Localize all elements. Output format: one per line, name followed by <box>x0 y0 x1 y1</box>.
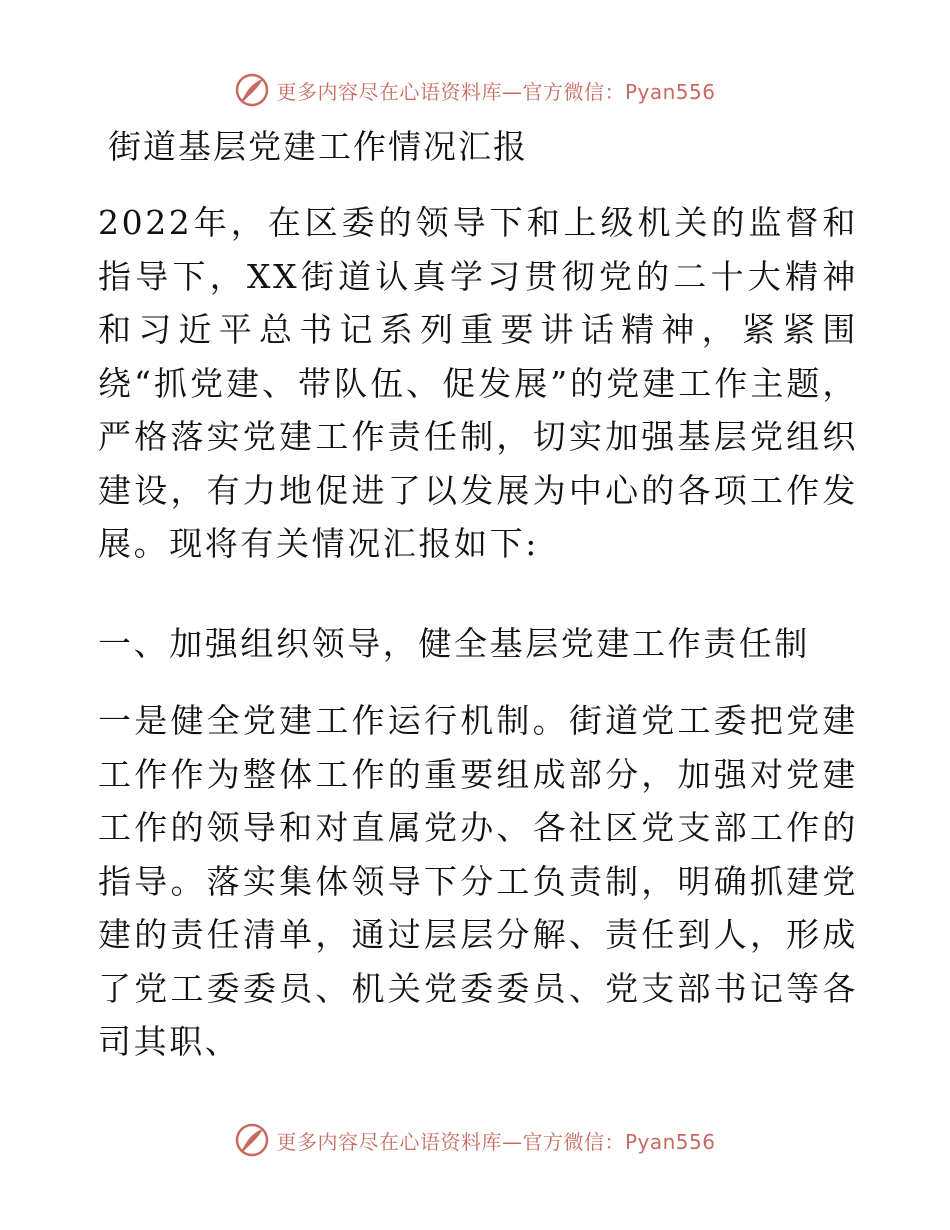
red-feather-logo-icon <box>234 1122 270 1158</box>
header-watermark <box>0 68 950 112</box>
section-heading: 一、加强组织领导，健全基层党建工作责任制 <box>98 624 810 663</box>
intro-paragraph: 2022年，在区委的领导下和上级机关的监督和指导下，XX街道认真学习贯彻党的二十大精神和习近平总书记系列重要讲话精神，紧紧围绕“抓党建、带队伍、促发展”的党建工作主题，严格落实党建工作责任制，切实加强基层党组织建设，有力地促进了以发展为中心的各项工作发展。现将有关情况汇报如下: <box>98 203 858 563</box>
document-title: 街道基层党建工作情况汇报 <box>108 127 528 166</box>
watermark-text: 更多内容尽在心语资料库—官方微信：Pyan556 <box>276 1129 716 1154</box>
footer-watermark <box>0 1118 950 1162</box>
red-feather-logo-icon <box>234 72 270 108</box>
watermark-text: 更多内容尽在心语资料库—官方微信：Pyan556 <box>276 79 716 104</box>
body-paragraph: 一是健全党建工作运行机制。街道党工委把党建工作作为整体工作的重要组成部分，加强对党建工作的领导和对直属党办、各社区党支部工作的指导。落实集体领导下分工负责制，明确抓建党建的责任清单，通过层层分解、责任到人，形成了党工委委员、机关党委委员、党支部书记等各司其职、 <box>98 701 858 1061</box>
